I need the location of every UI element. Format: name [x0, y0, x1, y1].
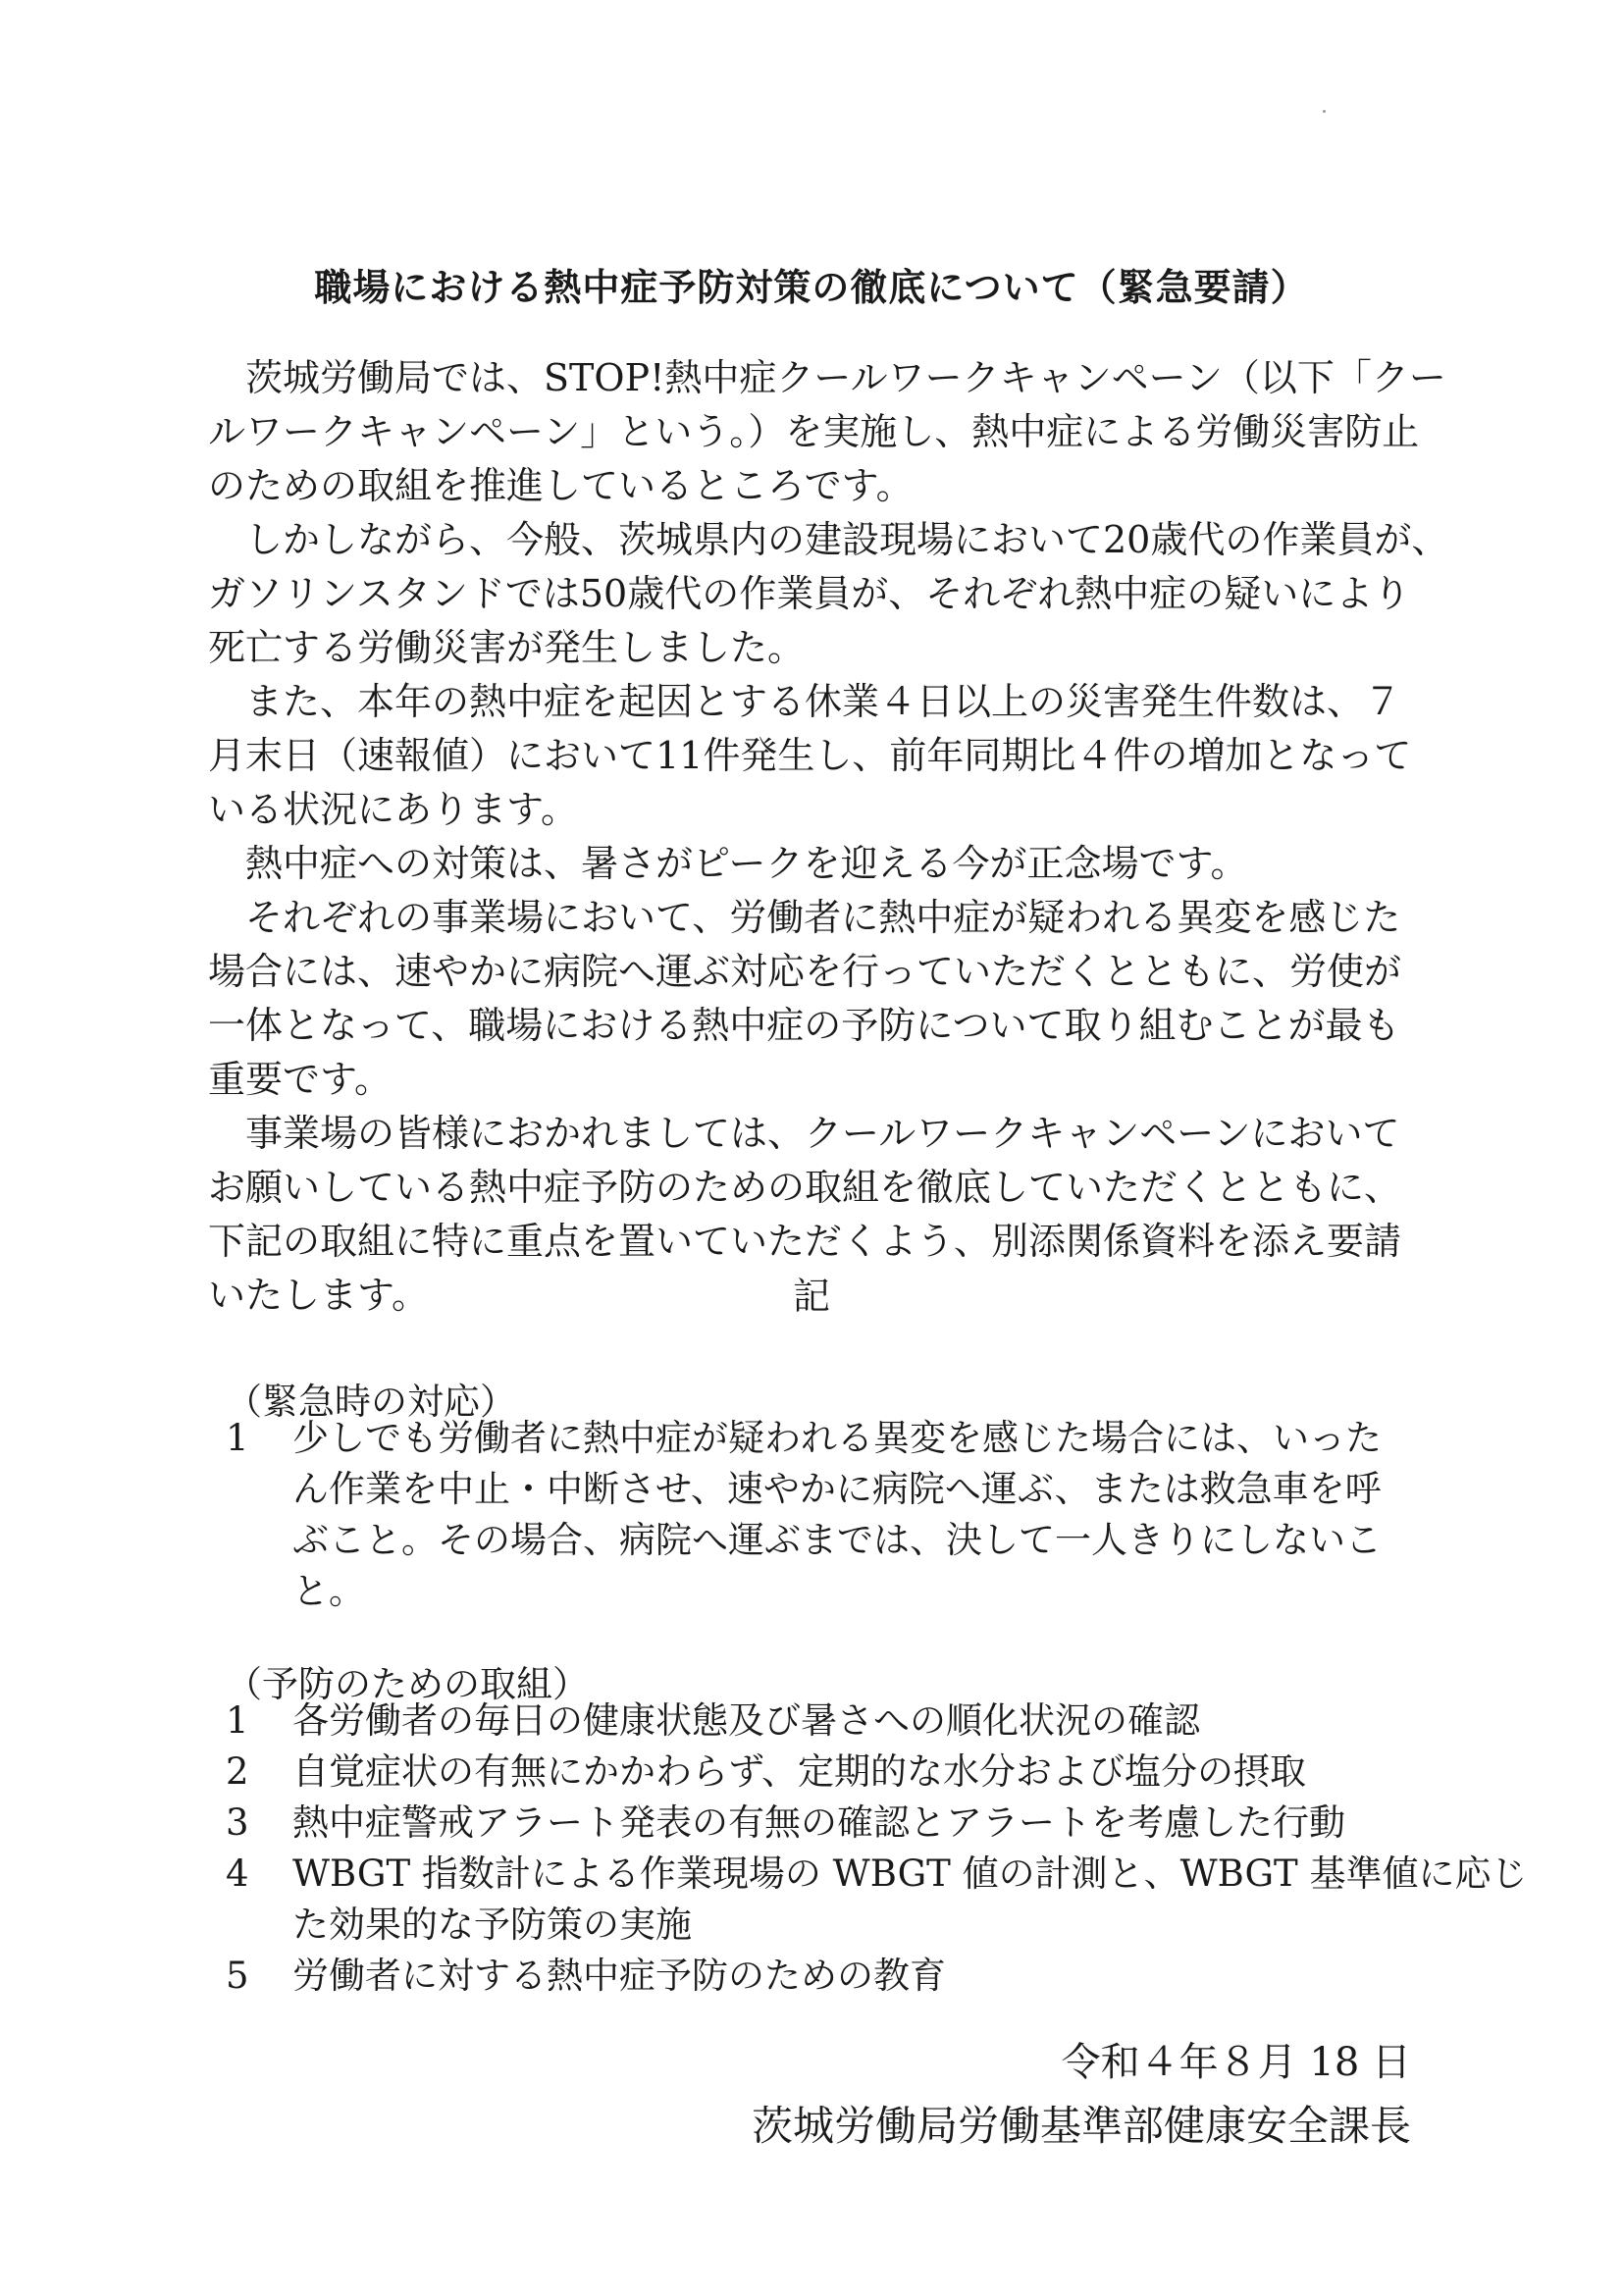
text-line: ガソリンスタンドでは50歳代の作業員が、それぞれ熱中症の疑いにより: [208, 572, 1411, 615]
text-line: ん作業を中止・中断させ、速やかに病院へ運ぶ、または救急車を呼: [292, 1468, 1382, 1510]
prevention-item: [226, 1696, 1423, 1747]
text-line: 下記の取組に特に重点を置いていただくよう、別添関係資料を添え要請: [208, 1220, 1402, 1263]
prevention-item: [226, 1747, 1423, 1798]
text-line: いる状況にあります。: [208, 788, 578, 831]
item-number: 1: [226, 1699, 249, 1742]
intro-paragraph-1: [208, 351, 1446, 513]
text-line: 労働者に対する熱中症予防のための教育: [292, 1955, 946, 1997]
text-line: また、本年の熱中症を起因とする休業４日以上の災害発生件数は、７: [208, 680, 1402, 723]
text-line: 自覚症状の有無にかかわらず、定期的な水分および塩分の摂取: [292, 1750, 1307, 1793]
item-number: 4: [226, 1852, 249, 1895]
item-number: 1: [226, 1417, 249, 1459]
item-number: 5: [226, 1955, 249, 1997]
intro-paragraph-2: [208, 513, 1449, 675]
text-line: ぶこと。その場合、病院へ運ぶまでは、決して一人きりにしないこ: [292, 1519, 1382, 1561]
item-text: [292, 1798, 1345, 1849]
intro-paragraph-4: [208, 837, 1421, 891]
prevention-item: [226, 1951, 1423, 2002]
intro-paragraph-5: [208, 891, 1421, 1107]
prevention-item: [226, 1798, 1423, 1849]
signer-title: 茨城労働局労働基準部健康安全課長: [751, 2102, 1411, 2150]
item-text: [292, 1747, 1306, 1798]
item-number: 3: [226, 1801, 249, 1844]
emergency-item: [226, 1413, 1423, 1619]
text-line: お願いしている熱中症予防のための取組を徹底していただくとともに、: [208, 1166, 1402, 1209]
item-number: 2: [226, 1750, 249, 1793]
text-line: しかしながら、今般、茨城県内の建設現場において20歳代の作業員が、: [208, 518, 1449, 561]
text-line: 一体となって、職場における熱中症の予防について取り組むことが最も: [208, 1004, 1400, 1047]
text-line: 熱中症への対策は、暑さがピークを迎える今が正念場です。: [208, 842, 1248, 885]
text-line: 各労働者の毎日の健康状態及び暑さへの順化状況の確認: [292, 1699, 1200, 1742]
text-line: WBGT 指数計による作業現場の WBGT 値の計測と、WBGT 基準値に応じ: [292, 1852, 1528, 1895]
issue-date: 令和４年８月 18 日: [1061, 2040, 1411, 2085]
item-text: [292, 1849, 1527, 1951]
text-line: いたします。: [208, 1274, 429, 1317]
text-line: 事業場の皆様におかれましては、クールワークキャンペーンにおいて: [208, 1112, 1400, 1155]
prevention-heading: （予防のための取組）: [226, 1663, 589, 1705]
text-line: 少しでも労働者に熱中症が疑われる異変を感じた場合には、いった: [292, 1417, 1382, 1459]
text-line: 場合には、速やかに病院へ運ぶ対応を行っていただくとともに、労使が: [208, 950, 1402, 993]
text-line: それぞれの事業場において、労働者に熱中症が疑われる異変を感じた: [208, 896, 1401, 939]
scan-speck: [1323, 110, 1326, 113]
document-title: 職場における熱中症予防対策の徹底について（緊急要請）: [314, 265, 1309, 309]
text-line: のための取組を推進しているところです。: [208, 464, 914, 507]
text-line: 茨城労働局では、STOP!熱中症クールワークキャンペーン（以下「クー: [208, 356, 1446, 399]
item-text: [292, 1951, 946, 2002]
text-line: 死亡する労働災害が発生しました。: [208, 626, 806, 669]
text-line: 月末日（速報値）において11件発生し、前年同期比４件の増加となって: [208, 734, 1412, 777]
intro-paragraph-3: [208, 675, 1421, 837]
text-line: 重要です。: [208, 1058, 392, 1101]
text-line: と。: [292, 1570, 365, 1612]
text-line: 熱中症警戒アラート発表の有無の確認とアラートを考慮した行動: [292, 1801, 1345, 1844]
ki-heading: 記: [792, 1275, 830, 1318]
prevention-item: [226, 1849, 1528, 1951]
text-line: ルワークキャンペーン」という。）を実施し、熱中症による労働災害防止: [208, 410, 1420, 453]
emergency-heading: （緊急時の対応）: [226, 1381, 516, 1423]
item-text: [292, 1413, 1382, 1617]
text-line: た効果的な予防策の実施: [292, 1904, 692, 1946]
item-text: [292, 1696, 1200, 1747]
